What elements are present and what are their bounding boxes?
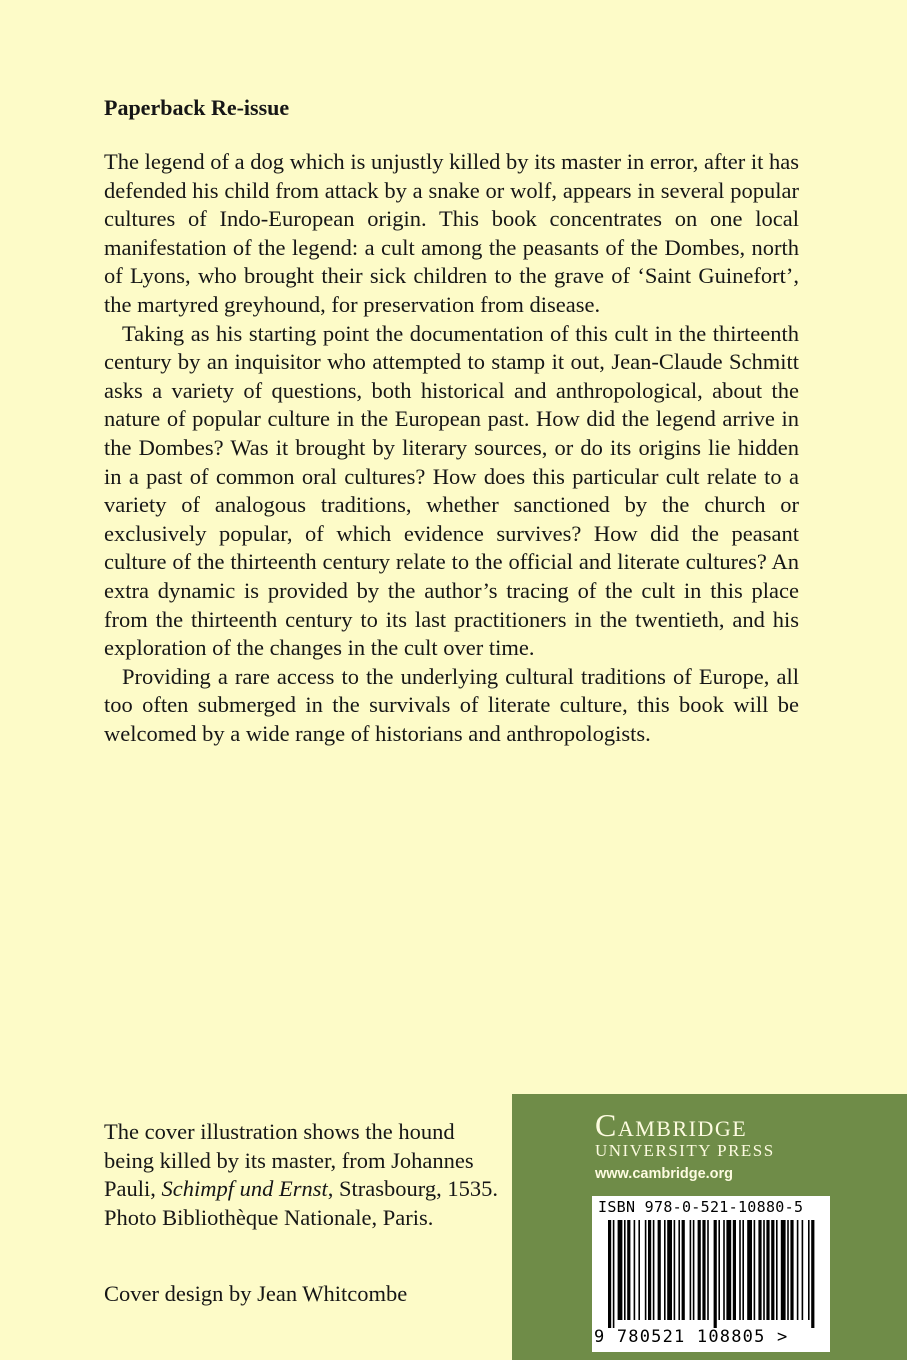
barcode-bar [747, 1220, 752, 1320]
barcode-bar [771, 1220, 774, 1320]
barcode-bar [648, 1220, 651, 1320]
barcode-bar [664, 1220, 666, 1320]
barcode-bar [811, 1220, 814, 1328]
barcode-bar [608, 1220, 611, 1328]
publisher-subtitle: UNIVERSITY PRESS [595, 1141, 775, 1160]
barcode-bar [781, 1220, 786, 1320]
blurb-paragraph-2: Taking as his starting point the documentation of this cult in the thirteenth century by an inquisitor who attempted to stamp it out, Jean-Claude Schmitt asks a variety of questions, both historical and anthropological, about the nature of popular culture in the European past. How did the legend arrive in the Dombes? Was it brought by literary sources, or do its origins lie hidden in a past of common oral cultures? How does this particular cult relate to a variety of analogous traditions, whether sanctioned by the church or exclusively popular, of which evidence survives? How did the peasant culture of the thirteenth century relate to the official and literate cultures? An extra dynamic is provided by the author’s tracing of the cult in this place from the thirteenth century to its last practitioners in the twentieth, and his exploration of the changes in the cult over time. [104, 320, 799, 661]
barcode-icon [608, 1220, 816, 1328]
barcode-bar [742, 1220, 744, 1320]
barcode-bar [718, 1220, 720, 1320]
publisher-url[interactable]: www.cambridge.org [595, 1166, 734, 1182]
barcode-bar [667, 1220, 672, 1320]
publisher-name: Cambridge [595, 1107, 748, 1143]
isbn-label: ISBN 978-0-521-10880-5 [598, 1198, 804, 1216]
barcode-bar [723, 1220, 725, 1320]
barcode-bar [726, 1220, 731, 1320]
barcode-bar [739, 1220, 741, 1320]
credit-text-start: The cover illustration shows the hound being killed by its master, from Johannes Pauli, [104, 1119, 474, 1202]
cover-design-credit: Cover design by Jean Whitcombe [104, 1281, 408, 1306]
credit-text-end: , Strasbourg, 1535. Photo Bibliothèque Nationale, Paris. [104, 1176, 498, 1230]
barcode-bar [698, 1220, 701, 1320]
barcode-bar [707, 1220, 709, 1320]
barcode-bar [802, 1220, 804, 1320]
barcode-bar [790, 1220, 793, 1320]
blurb [104, 148, 799, 748]
barcode-bar [766, 1220, 769, 1320]
barcode-bar [678, 1220, 680, 1320]
barcode-bar [693, 1220, 695, 1320]
barcode-bar [682, 1220, 685, 1320]
barcode-bar [624, 1220, 626, 1320]
blurb-paragraph-1: The legend of a dog which is unjustly killed by its master in error, after it has defended his child from attack by a snake or wolf, appears in several popular cultures of Indo-European origin. This book concentrates on one local manifestation of the legend: a cult among the peasants of the Dombes, north of Lyons, who brought their sick children to the grave of ‘Saint Guinefort’, the martyred greyhound, for preservation from disease. [104, 149, 799, 317]
barcode-bar [645, 1220, 647, 1320]
barcode-bar [618, 1220, 623, 1320]
credit-title-part-1: Schimpf [161, 1176, 235, 1202]
barcode-bar [702, 1220, 705, 1320]
barcode-bar [797, 1220, 799, 1320]
barcode-bar [634, 1220, 636, 1320]
barcode-bar [674, 1220, 676, 1320]
barcode-bar [758, 1220, 761, 1320]
barcode-bar [776, 1220, 778, 1320]
barcode-bar [627, 1220, 630, 1320]
barcode-bar [763, 1220, 765, 1320]
barcode-bar [690, 1220, 692, 1320]
barcode-digits: 9 780521 108805 > [594, 1327, 789, 1347]
barcode-bar [733, 1220, 736, 1320]
credit-title-part-2: und Ernst [239, 1176, 328, 1202]
barcode-bar [658, 1220, 661, 1320]
barcode-bar [808, 1220, 810, 1320]
barcode-bar [613, 1220, 615, 1328]
barcode-bar [754, 1220, 756, 1320]
barcode-bar [714, 1220, 717, 1328]
cover-illustration-credit [104, 1118, 504, 1232]
barcode-bar [653, 1220, 655, 1320]
blurb-paragraph-3: Providing a rare access to the underlying cultural traditions of Europe, all too often submerged in the survivals of literate culture, this book will be welcomed by a wide range of historians and anthropologists. [104, 663, 799, 746]
barcode-box [592, 1196, 830, 1352]
heading: Paperback Re-issue [104, 95, 290, 120]
publisher-panel [512, 1094, 907, 1360]
barcode-bar [638, 1220, 640, 1320]
barcode-bar [787, 1220, 789, 1320]
